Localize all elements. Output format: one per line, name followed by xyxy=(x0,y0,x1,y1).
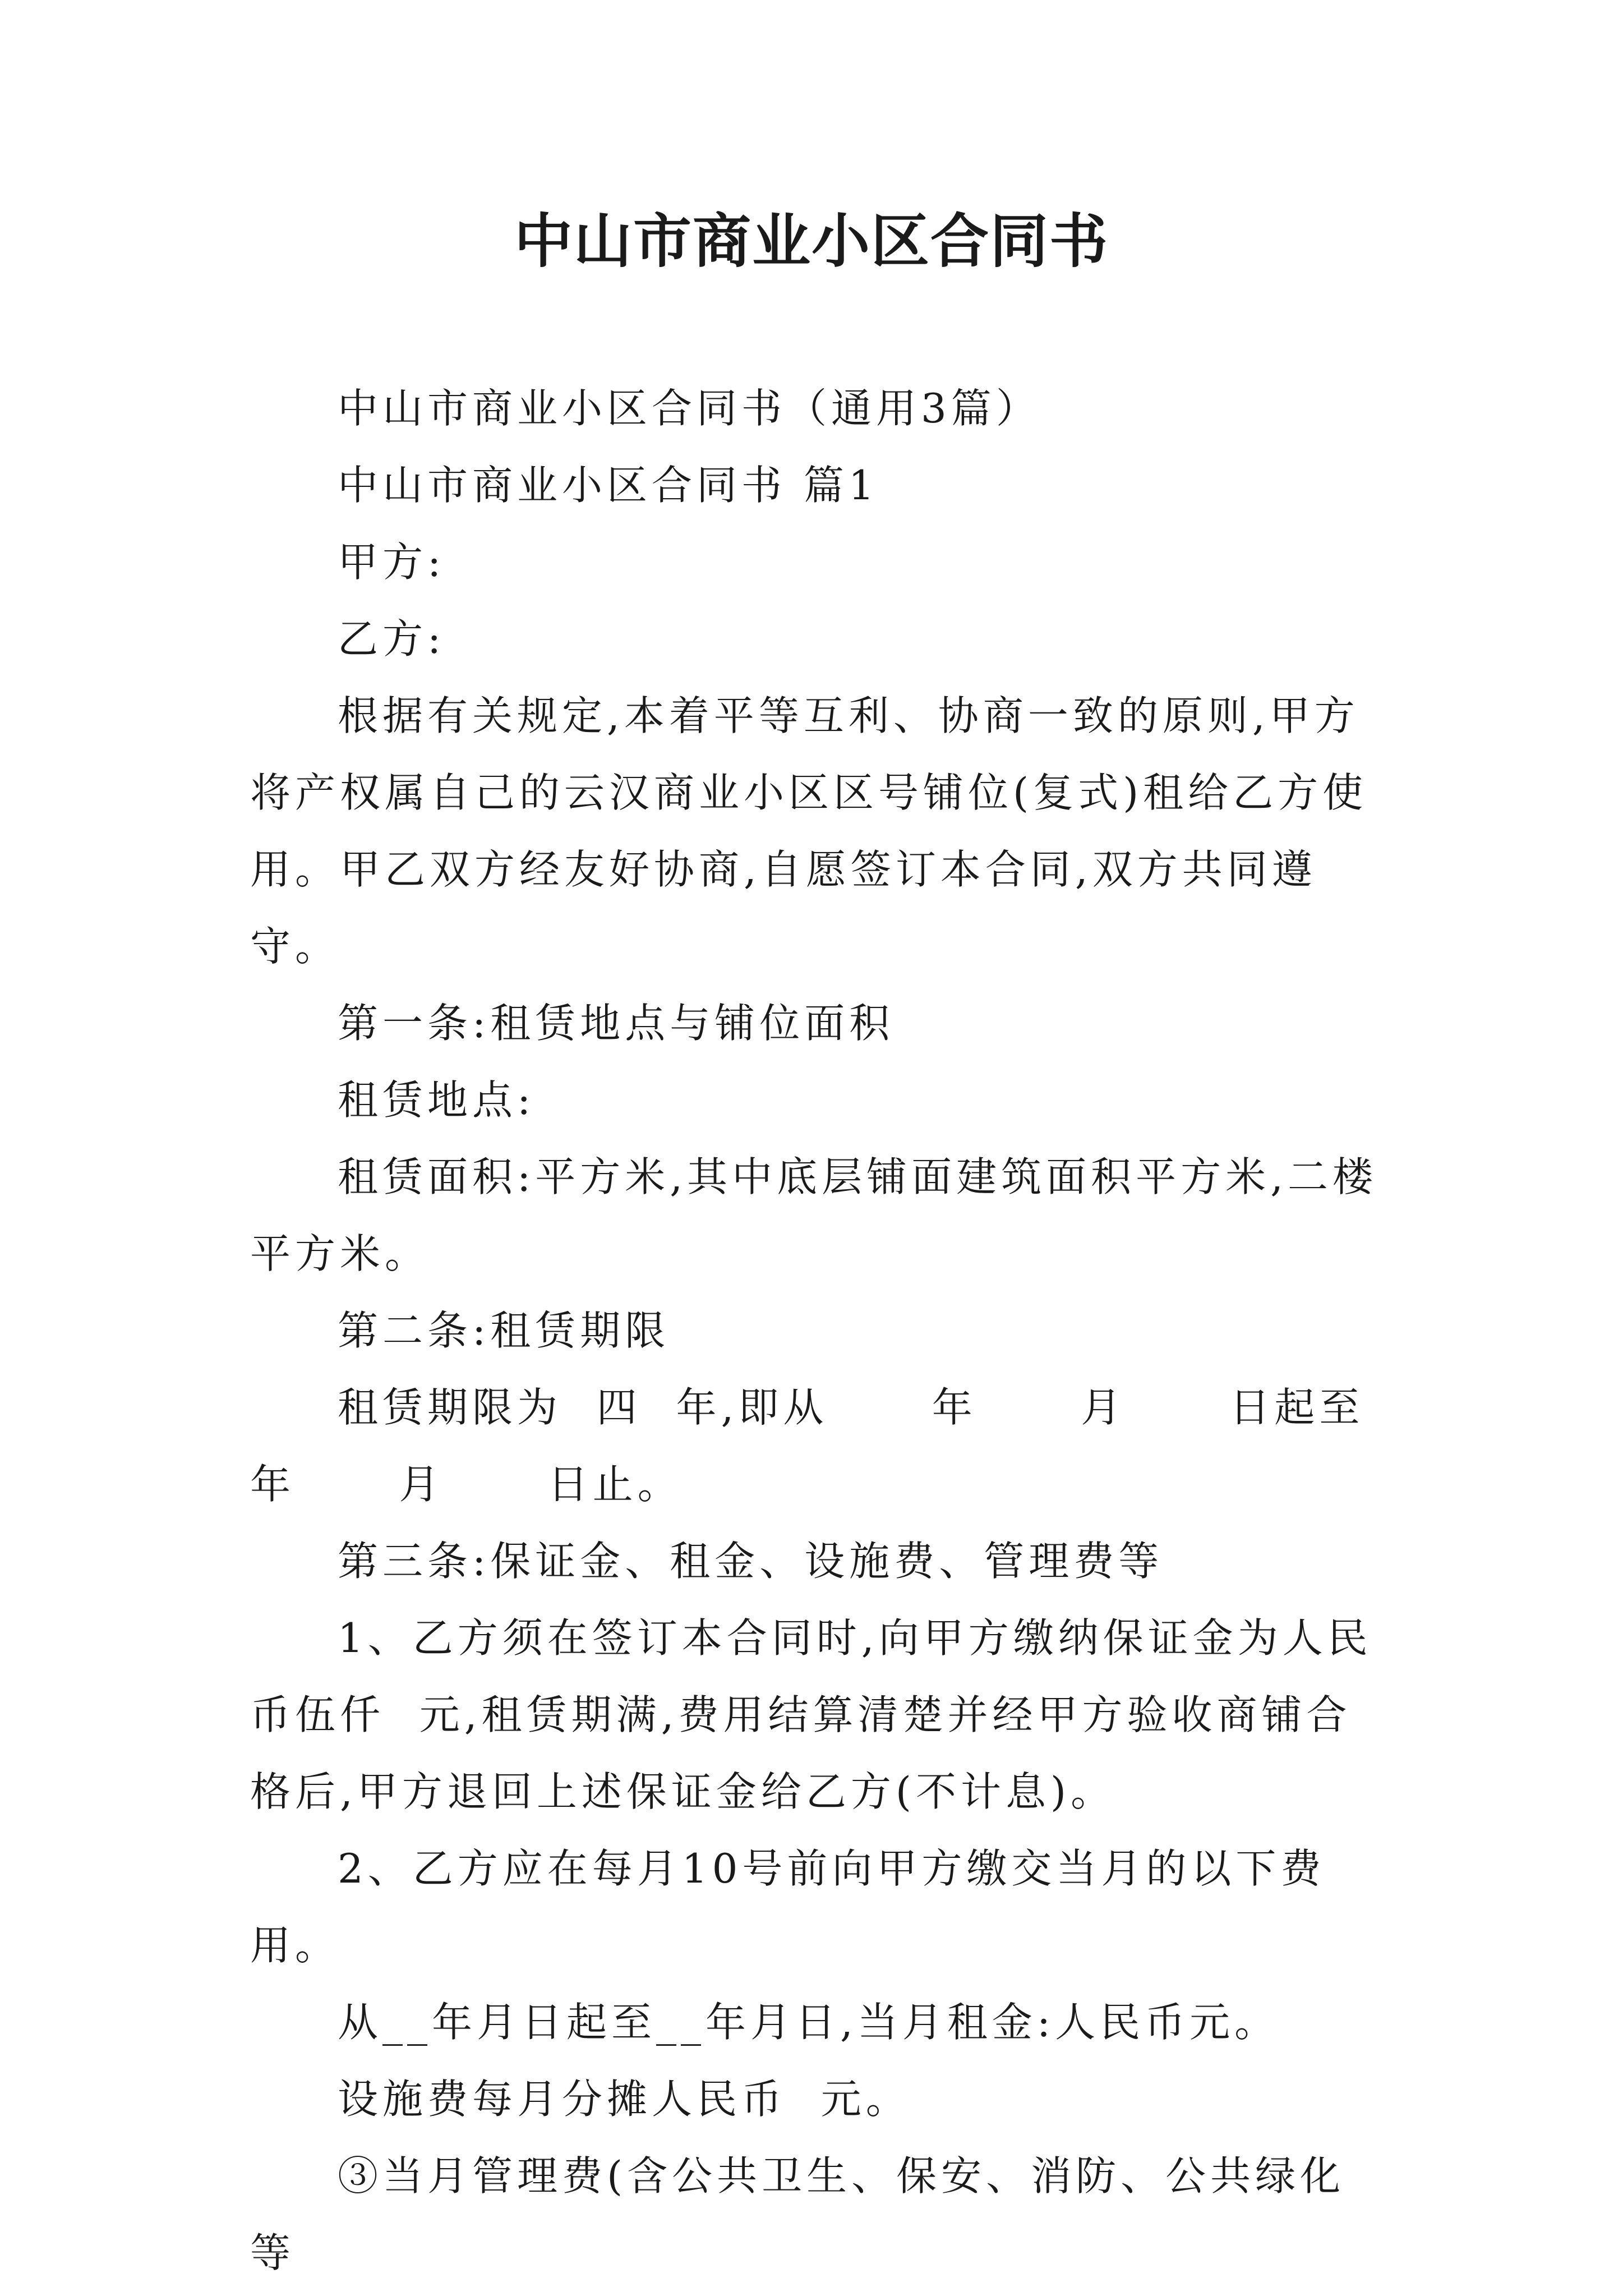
paragraph-article-3-heading: 第三条:保证金、租金、设施费、管理费等 xyxy=(338,1538,1164,1585)
document-title: 中山市商业小区合同书 xyxy=(514,206,1109,275)
document-body xyxy=(250,370,1468,2292)
paragraph-lease-location: 租赁地点: xyxy=(338,1076,536,1124)
paragraph-party-a: 甲方: xyxy=(338,539,446,586)
paragraph-monthly-rent: 从__年月日起至__年月日,当月租金:人民币元。 xyxy=(338,1999,1280,2046)
paragraph-monthly-fees: 2、乙方应在每月10号前向甲方缴交当月的以下费用。 xyxy=(250,1845,1326,1969)
paragraph-deposit: 1、乙方须在签订本合同时,向甲方缴纳保证金为人民币伍仟 元,租赁期满,费用结算清楚并经甲方验收商铺合格后,甲方退回上述保证金给乙方(不计息)。 xyxy=(250,1614,1372,1815)
paragraph-facility-fee: 设施费每月分摊人民币 元。 xyxy=(338,2076,911,2123)
paragraph-article-2-heading: 第二条:租赁期限 xyxy=(338,1307,670,1354)
paragraph-preamble: 根据有关规定,本着平等互利、协商一致的原则,甲方将产权属自己的云汉商业小区区号铺位(复式)租给乙方使用。甲乙双方经友好协商,自愿签订本合同,双方共同遵守。 xyxy=(250,692,1368,970)
paragraph-article-1-heading: 第一条:租赁地点与铺位面积 xyxy=(338,1000,895,1047)
paragraph-subtitle: 中山市商业小区合同书（通用3篇） xyxy=(338,385,1041,432)
paragraph-chapter-heading: 中山市商业小区合同书 篇1 xyxy=(338,462,879,509)
paragraph-management-fee: ③当月管理费(含公共卫生、保安、消防、公共绿化等 xyxy=(250,2152,1345,2276)
paragraph-lease-area: 租赁面积:平方米,其中底层铺面建筑面积平方米,二楼平方米。 xyxy=(250,1153,1378,1277)
paragraph-lease-term: 租赁期限为 四 年,即从 年 月 日起至 年 月 日止。 xyxy=(250,1384,1468,1508)
paragraph-party-b: 乙方: xyxy=(338,615,446,662)
